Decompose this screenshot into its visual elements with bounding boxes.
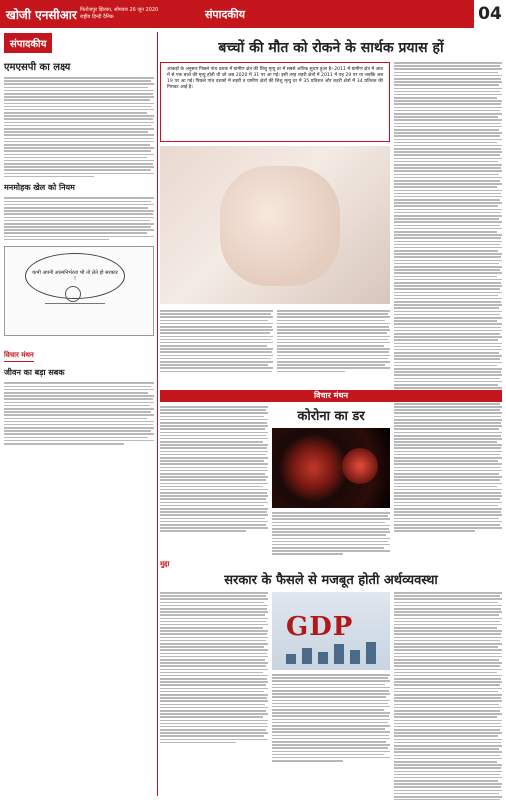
vichar-banner: विचार मंथन (160, 390, 502, 402)
masthead (0, 0, 506, 28)
section-title: संपादकीय (205, 8, 246, 21)
third-article-title: जीवन का बड़ा सबक (4, 367, 65, 378)
virus-particle (342, 448, 378, 484)
hand-shape (220, 166, 340, 286)
cartoon-speech-bubble: कभी अपनी आत्मनिर्भरता भी तो लेते हो सरकार ! (25, 253, 125, 299)
subline-text: राष्ट्रीय हिन्दी दैनिक (80, 14, 114, 20)
economy-text-under (272, 674, 390, 762)
mudda-tag: मुद्दा (160, 560, 170, 568)
korona-text-left (160, 406, 268, 532)
editorial-title: एमएसपी का लक्ष्य (4, 62, 71, 73)
main-headline: बच्चों की मौत को रोकने के सार्थक प्रयास हों (218, 40, 444, 56)
intro-box: आंकड़ों के अनुसार पिछले पांच दशक में ग्रामीण क्षेत्र की शिशु मृत्यु दर में सबसे अधिक सुधार हुआ है। 2011 में ग्रामीण क्षेत्र में आठ में से एक बच्चे की मृत्यु होती थी जो अब 2020 में 31 पर आ गई। इसी तरह शहरी क्षेत्रों में 2011 में यह 29 पर था जबकि अब 19 पर आ गई। पिछले पांच दशकों में शहरी व ग्रामीण क्षेत्रों की शिशु मृत्यु दर में 35 प्रतिशत और शहरी क्षेत्रों में 34 प्रतिशत की गिरावट आई है। (160, 62, 390, 142)
cartoon-figure (45, 303, 105, 333)
gdp-word: GDP (286, 612, 354, 642)
gdp-bar (334, 644, 344, 664)
korona-text-under (272, 512, 390, 555)
editorial-tag: संपादकीय (4, 33, 52, 53)
main-right-text (394, 62, 502, 462)
date-text: फिरोजपुर झिरका, सोमवार 26 जून 2020 (80, 7, 159, 13)
gdp-image (272, 592, 390, 670)
baby-hand-photo (160, 146, 390, 304)
gdp-bar (366, 642, 376, 664)
economy-text-right (394, 592, 502, 800)
virus-image (272, 428, 390, 508)
brand-logo: खोजी एनसीआर (6, 7, 77, 22)
gdp-bar (318, 652, 328, 664)
korona-title: कोरोना का डर (297, 409, 365, 424)
third-article-body (4, 382, 154, 444)
main-column (160, 32, 502, 424)
economy-text-left (160, 592, 268, 743)
economy-headline: सरकार के फैसले से मजबूत होती अर्थव्यवस्था (224, 573, 438, 588)
editorial-body (4, 77, 154, 177)
cartoon (4, 246, 154, 336)
korona-text-right (394, 406, 502, 532)
dateline (80, 7, 220, 21)
left-column (4, 32, 154, 796)
gdp-bar (286, 654, 296, 664)
second-article-title: मनमोहक खेल को नियम (4, 182, 75, 193)
page-number: 04 (472, 0, 506, 28)
column-divider (157, 32, 158, 796)
gdp-bar (350, 650, 360, 664)
korona-article (160, 406, 502, 556)
main-bottom-text (160, 310, 390, 382)
vichar-tag: विचार मंथन (4, 351, 34, 362)
second-article-body (4, 197, 154, 240)
gdp-bar (302, 648, 312, 664)
